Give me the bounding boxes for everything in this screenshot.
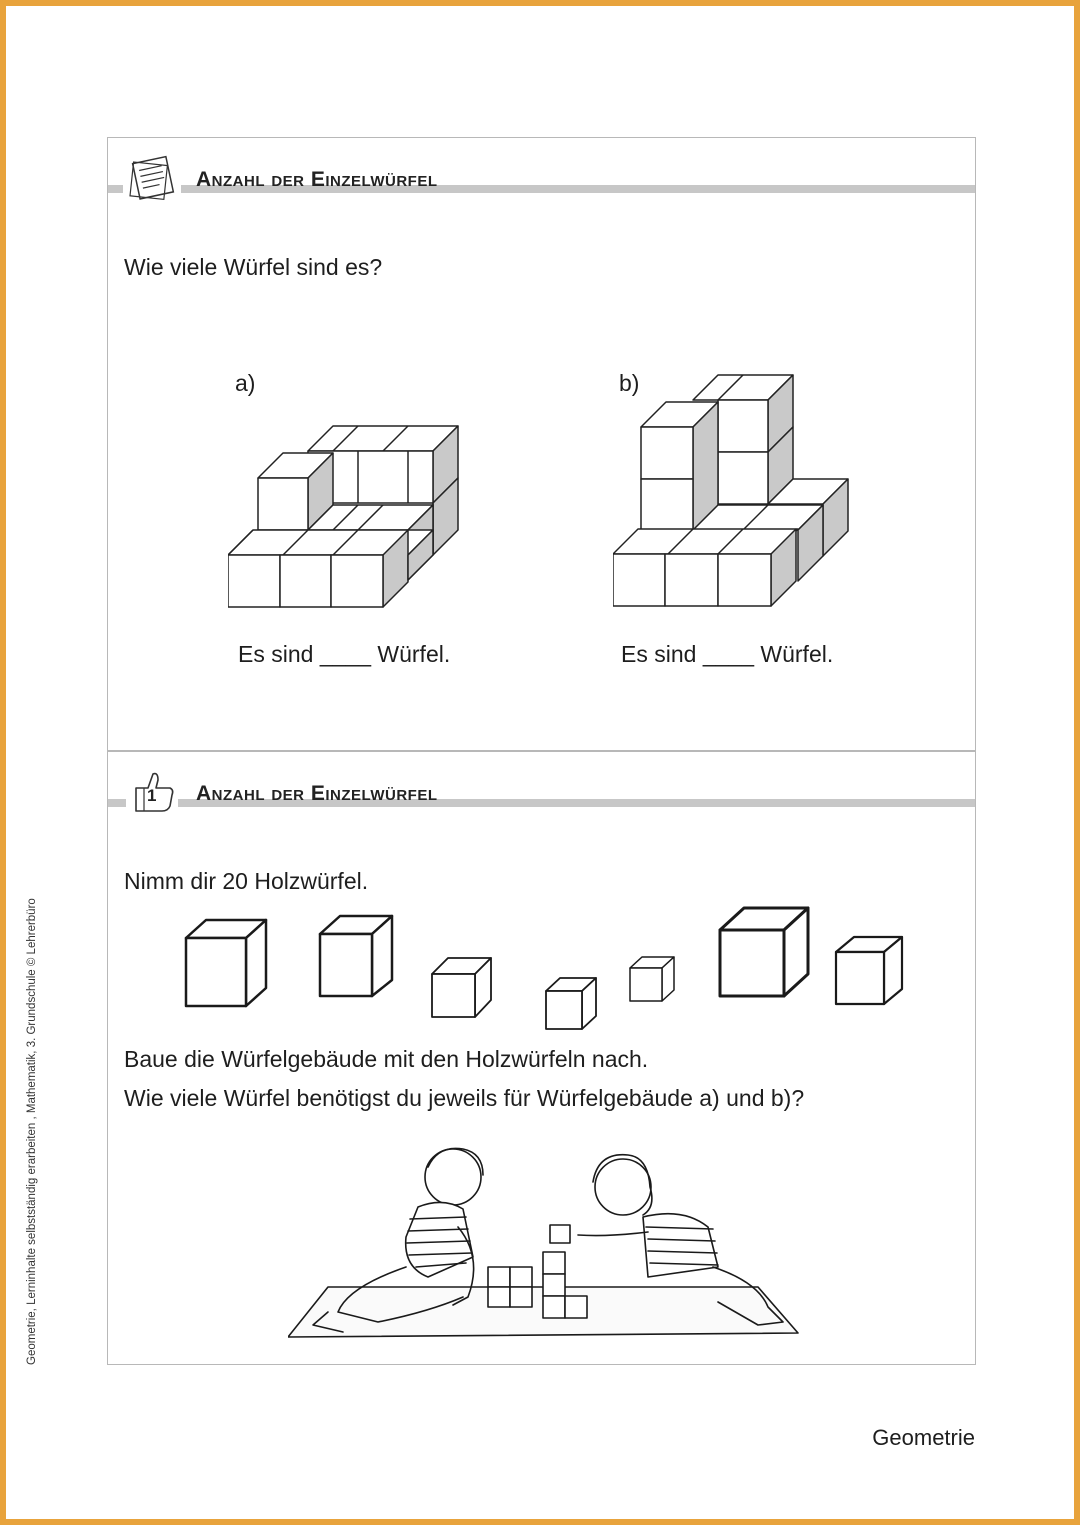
children-building-illustration xyxy=(288,1137,808,1347)
task-number-badge: 1 xyxy=(147,786,157,805)
copyright-side-note: Geometrie, Lerninhalte selbstständig erarbeiten , Mathematik, 3. Grundschule © Lehrerbüro xyxy=(26,898,38,1365)
instruction-3: Wie viele Würfel benötigst du jeweils für Würfelgebäude a) und b)? xyxy=(124,1085,805,1111)
worksheet-card-a xyxy=(107,137,976,751)
cube-building-a xyxy=(228,418,488,618)
question-text: Wie viele Würfel sind es? xyxy=(124,254,383,280)
answer-b-blank[interactable]: ____ xyxy=(702,641,754,667)
task-a-label: a) xyxy=(235,370,256,396)
answer-a-blank[interactable]: ____ xyxy=(319,641,371,667)
instruction-2: Baue die Würfelgebäude mit den Holzwürfeln nach. xyxy=(124,1046,649,1072)
answer-b: Es sind ____ Würfel. xyxy=(621,641,834,667)
footer-subject: Geometrie xyxy=(872,1425,975,1450)
wooden-cubes-row xyxy=(178,900,908,1040)
worksheet-card-b xyxy=(107,751,976,1365)
notepad-icon xyxy=(122,152,182,204)
card-title: Anzahl der Einzelwürfel xyxy=(196,168,438,191)
instruction-1: Nimm dir 20 Holzwürfel. xyxy=(124,868,369,894)
card-title: Anzahl der Einzelwürfel xyxy=(196,782,438,805)
answer-a: Es sind ____ Würfel. xyxy=(238,641,451,667)
task-b-label: b) xyxy=(619,370,640,396)
cube-building-b xyxy=(613,368,873,618)
